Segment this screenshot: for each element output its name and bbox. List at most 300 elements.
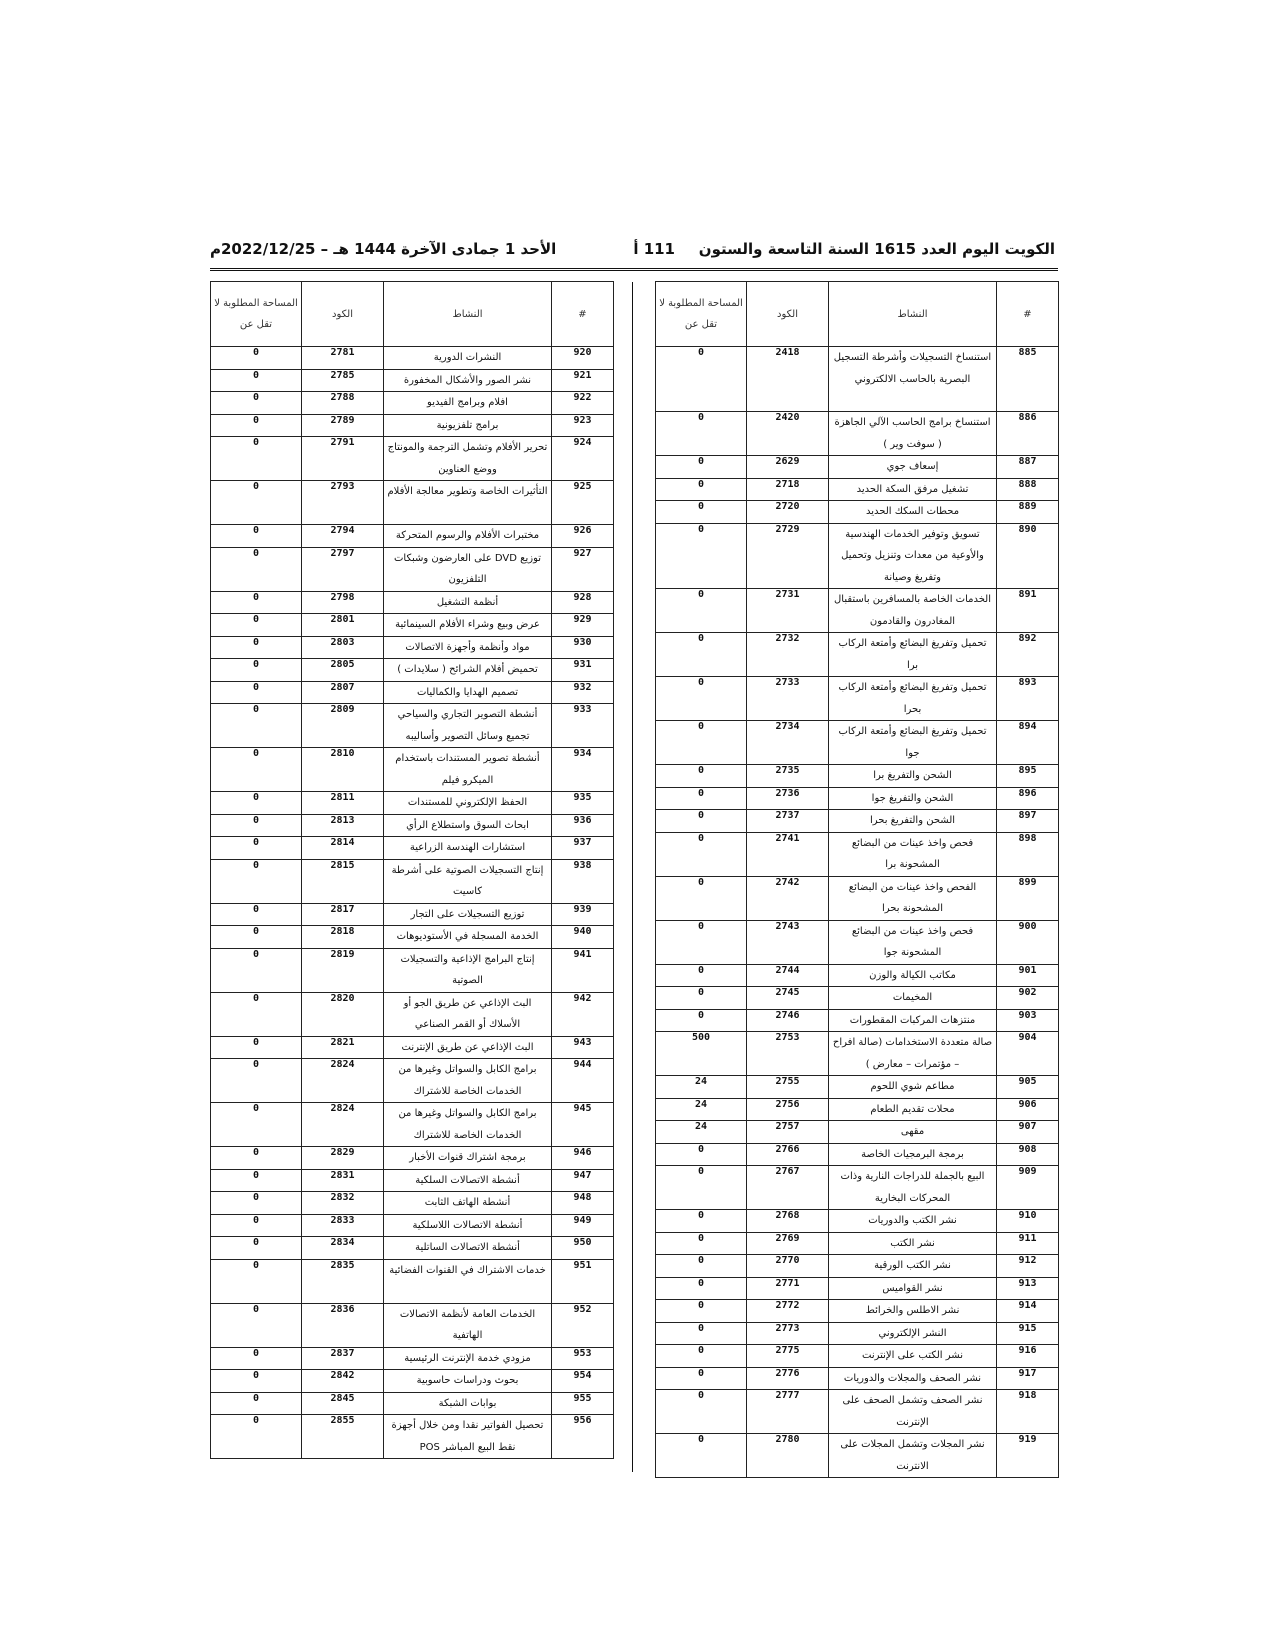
page-header <box>210 240 1055 266</box>
row-number: 948 <box>552 1192 614 1215</box>
code-cell: 2629 <box>747 456 829 479</box>
row-number: 918 <box>997 1390 1059 1434</box>
activity-cell: إنتاج البرامج الإذاعية والتسجيلات الصوتية <box>384 948 552 992</box>
table-row <box>656 1166 1059 1210</box>
code-cell: 2753 <box>747 1032 829 1076</box>
col-header-activity: النشاط <box>829 282 997 347</box>
area-cell: 24 <box>656 1121 747 1144</box>
table-row <box>211 992 614 1036</box>
table-row <box>656 1390 1059 1434</box>
activity-cell: صالة متعددة الاستخدامات (صالة افراح – مؤتمرات – معارض ) <box>829 1032 997 1076</box>
activity-cell: بحوث ودراسات حاسوبية <box>384 1370 552 1393</box>
area-cell: 0 <box>211 926 302 949</box>
area-cell: 0 <box>656 964 747 987</box>
table-row <box>656 501 1059 524</box>
area-cell: 0 <box>211 1415 302 1459</box>
row-number: 888 <box>997 478 1059 501</box>
activity-cell: الخدمات العامة لأنظمة الاتصالات الهاتفية <box>384 1303 552 1347</box>
area-cell: 0 <box>656 501 747 524</box>
code-cell: 2817 <box>302 903 384 926</box>
area-cell: 0 <box>211 1392 302 1415</box>
row-number: 938 <box>552 859 614 903</box>
col-header-area: المساحة المطلوبة لا تقل عن <box>656 282 747 347</box>
table-row <box>211 1370 614 1393</box>
table-row <box>211 547 614 591</box>
area-cell: 0 <box>211 614 302 637</box>
code-cell: 2801 <box>302 614 384 637</box>
code-cell: 2811 <box>302 792 384 815</box>
area-cell: 0 <box>211 591 302 614</box>
row-number: 936 <box>552 814 614 837</box>
area-cell: 0 <box>211 659 302 682</box>
header-rule <box>210 268 1058 271</box>
activity-cell: فحص واخذ عينات من البضائع المشحونة جوا <box>829 920 997 964</box>
code-cell: 2757 <box>747 1121 829 1144</box>
area-cell: 0 <box>211 748 302 792</box>
table-row <box>656 1098 1059 1121</box>
activity-cell: تحميل وتفريغ البضائع وأمتعة الركاب جوا <box>829 721 997 765</box>
table-row <box>656 1300 1059 1323</box>
activity-cell: نشر الكتب على الإنترنت <box>829 1345 997 1368</box>
code-cell: 2743 <box>747 920 829 964</box>
activity-cell: أنشطة الاتصالات السلكية <box>384 1169 552 1192</box>
table-row <box>656 1322 1059 1345</box>
row-number: 924 <box>552 437 614 481</box>
table-row <box>211 414 614 437</box>
code-cell: 2780 <box>747 1434 829 1478</box>
activity-cell: نشر الصحف والمجلات والدوريات <box>829 1367 997 1390</box>
area-cell: 0 <box>211 636 302 659</box>
row-number: 946 <box>552 1147 614 1170</box>
area-cell: 0 <box>656 721 747 765</box>
activity-cell: نشر الصور والأشكال المخفورة <box>384 369 552 392</box>
table-row <box>656 478 1059 501</box>
area-cell: 0 <box>656 456 747 479</box>
code-cell: 2809 <box>302 704 384 748</box>
area-cell: 0 <box>211 1059 302 1103</box>
table-row <box>211 903 614 926</box>
table-row <box>656 412 1059 456</box>
activities-table-left <box>210 281 614 1459</box>
code-cell: 2420 <box>747 412 829 456</box>
row-number: 911 <box>997 1232 1059 1255</box>
area-cell: 0 <box>656 1367 747 1390</box>
row-number: 937 <box>552 837 614 860</box>
code-cell: 2824 <box>302 1103 384 1147</box>
area-cell: 0 <box>656 1009 747 1032</box>
code-cell: 2829 <box>302 1147 384 1170</box>
row-number: 927 <box>552 547 614 591</box>
code-cell: 2769 <box>747 1232 829 1255</box>
table-row <box>656 589 1059 633</box>
area-cell: 24 <box>656 1076 747 1099</box>
code-cell: 2788 <box>302 392 384 415</box>
col-header-area: المساحة المطلوبة لا تقل عن <box>211 282 302 347</box>
activity-cell: تحميل وتفريغ البضائع وأمتعة الركاب برا <box>829 633 997 677</box>
activity-cell: الفحص واخذ عينات من البضائع المشحونة بحرا <box>829 876 997 920</box>
area-cell: 0 <box>211 1347 302 1370</box>
table-row <box>656 1210 1059 1233</box>
activity-cell: البث الإذاعي عن طريق الجو أو الأسلاك أو القمر الصناعي <box>384 992 552 1036</box>
activity-cell: نشر الصحف وتشمل الصحف على الإنترنت <box>829 1390 997 1434</box>
area-cell: 0 <box>211 992 302 1036</box>
activity-cell: توزيع DVD على العارضون وشبكات التلفزيون <box>384 547 552 591</box>
row-number: 900 <box>997 920 1059 964</box>
area-cell: 0 <box>211 859 302 903</box>
code-cell: 2775 <box>747 1345 829 1368</box>
activity-cell: استشارات الهندسة الزراعية <box>384 837 552 860</box>
table-row <box>211 1192 614 1215</box>
code-cell: 2820 <box>302 992 384 1036</box>
activity-cell: أنشطة الاتصالات اللاسلكية <box>384 1214 552 1237</box>
code-cell: 2814 <box>302 837 384 860</box>
table-row <box>656 721 1059 765</box>
table-row <box>656 1121 1059 1144</box>
row-number: 929 <box>552 614 614 637</box>
activity-cell: تحميض أفلام الشرائح ( سلايدات ) <box>384 659 552 682</box>
area-cell: 0 <box>656 832 747 876</box>
area-cell: 0 <box>656 987 747 1010</box>
row-number: 953 <box>552 1347 614 1370</box>
code-cell: 2785 <box>302 369 384 392</box>
table-row <box>656 1232 1059 1255</box>
code-cell: 2834 <box>302 1237 384 1260</box>
row-number: 949 <box>552 1214 614 1237</box>
row-number: 928 <box>552 591 614 614</box>
row-number: 923 <box>552 414 614 437</box>
area-cell: 0 <box>211 525 302 548</box>
table-row <box>211 347 614 370</box>
issue-date: الأحد 1 جمادى الآخرة 1444 هـ – 2022/12/25م <box>210 240 557 258</box>
table-row <box>211 525 614 548</box>
code-cell: 2803 <box>302 636 384 659</box>
table-row <box>656 633 1059 677</box>
table-row <box>656 1345 1059 1368</box>
table-row <box>211 636 614 659</box>
code-cell: 2770 <box>747 1255 829 1278</box>
table-row <box>211 926 614 949</box>
row-number: 922 <box>552 392 614 415</box>
activity-cell: الخدمة المسجلة في الأستوديوهات <box>384 926 552 949</box>
table-row <box>656 987 1059 1010</box>
row-number: 905 <box>997 1076 1059 1099</box>
activity-cell: توزيع التسجيلات على التجار <box>384 903 552 926</box>
area-cell: 0 <box>656 1345 747 1368</box>
row-number: 885 <box>997 347 1059 412</box>
code-cell: 2832 <box>302 1192 384 1215</box>
code-cell: 2855 <box>302 1415 384 1459</box>
row-number: 914 <box>997 1300 1059 1323</box>
code-cell: 2766 <box>747 1143 829 1166</box>
activity-cell: محطات السكك الحديد <box>829 501 997 524</box>
activity-cell: فحص واخذ عينات من البضائع المشحونة برا <box>829 832 997 876</box>
activity-cell: الشحن والتفريغ بحرا <box>829 810 997 833</box>
code-cell: 2805 <box>302 659 384 682</box>
row-number: 886 <box>997 412 1059 456</box>
code-cell: 2729 <box>747 523 829 589</box>
area-cell: 0 <box>656 787 747 810</box>
table-row <box>211 614 614 637</box>
area-cell: 0 <box>656 1277 747 1300</box>
row-number: 913 <box>997 1277 1059 1300</box>
code-cell: 2745 <box>747 987 829 1010</box>
code-cell: 2741 <box>747 832 829 876</box>
row-number: 891 <box>997 589 1059 633</box>
area-cell: 0 <box>656 920 747 964</box>
activity-cell: مطاعم شوي اللحوم <box>829 1076 997 1099</box>
code-cell: 2835 <box>302 1259 384 1303</box>
table-row <box>656 964 1059 987</box>
activity-cell: تحميل وتفريغ البضائع وأمتعة الركاب بحرا <box>829 677 997 721</box>
row-number: 895 <box>997 765 1059 788</box>
col-header-activity: النشاط <box>384 282 552 347</box>
row-number: 930 <box>552 636 614 659</box>
code-cell: 2746 <box>747 1009 829 1032</box>
area-cell: 0 <box>211 414 302 437</box>
activity-cell: خدمات الاشتراك في القنوات الفضائية <box>384 1259 552 1303</box>
row-number: 898 <box>997 832 1059 876</box>
activity-cell: المخيمات <box>829 987 997 1010</box>
activity-cell: تسويق وتوفير الخدمات الهندسية والأوعية من معدات وتنزيل وتحميل وتفريغ وصيانة <box>829 523 997 589</box>
code-cell: 2768 <box>747 1210 829 1233</box>
activity-cell: الشحن والتفريغ جوا <box>829 787 997 810</box>
area-cell: 0 <box>656 765 747 788</box>
code-cell: 2731 <box>747 589 829 633</box>
activity-cell: بوابات الشبكة <box>384 1392 552 1415</box>
row-number: 952 <box>552 1303 614 1347</box>
area-cell: 0 <box>656 1232 747 1255</box>
table-row <box>656 787 1059 810</box>
table-row <box>211 1259 614 1303</box>
code-cell: 2791 <box>302 437 384 481</box>
activity-cell: برمجة اشتراك قنوات الأخبار <box>384 1147 552 1170</box>
activity-cell: نشر القواميس <box>829 1277 997 1300</box>
row-number: 951 <box>552 1259 614 1303</box>
code-cell: 2772 <box>747 1300 829 1323</box>
row-number: 909 <box>997 1166 1059 1210</box>
code-cell: 2418 <box>747 347 829 412</box>
page-number: 111 أ <box>633 240 675 258</box>
table-row <box>211 1347 614 1370</box>
row-number: 916 <box>997 1345 1059 1368</box>
activity-cell: أنشطة تصوير المستندات باستخدام الميكرو فيلم <box>384 748 552 792</box>
code-cell: 2737 <box>747 810 829 833</box>
table-row <box>211 1147 614 1170</box>
code-cell: 2736 <box>747 787 829 810</box>
table-row <box>656 456 1059 479</box>
code-cell: 2831 <box>302 1169 384 1192</box>
code-cell: 2755 <box>747 1076 829 1099</box>
code-cell: 2789 <box>302 414 384 437</box>
area-cell: 0 <box>211 792 302 815</box>
code-cell: 2807 <box>302 681 384 704</box>
activity-cell: إسعاف جوي <box>829 456 997 479</box>
column-separator <box>632 282 633 1472</box>
row-number: 903 <box>997 1009 1059 1032</box>
table-row <box>656 523 1059 589</box>
row-number: 942 <box>552 992 614 1036</box>
area-cell: 0 <box>211 704 302 748</box>
table-row <box>211 814 614 837</box>
code-cell: 2842 <box>302 1370 384 1393</box>
gazette-title: الكويت اليوم العدد 1615 السنة التاسعة والستون <box>698 240 1055 258</box>
table-row <box>656 1367 1059 1390</box>
row-number: 896 <box>997 787 1059 810</box>
row-number: 894 <box>997 721 1059 765</box>
table-row <box>211 659 614 682</box>
area-cell: 0 <box>656 876 747 920</box>
activity-cell: مزودي خدمة الإنترنت الرئيسية <box>384 1347 552 1370</box>
activity-cell: البيع بالجملة للدراجات النارية وذات المحركات البخارية <box>829 1166 997 1210</box>
activity-cell: نشر الكتب والدوريات <box>829 1210 997 1233</box>
table-row <box>211 1392 614 1415</box>
area-cell: 0 <box>211 369 302 392</box>
row-number: 920 <box>552 347 614 370</box>
area-cell: 0 <box>656 412 747 456</box>
table-row <box>211 1237 614 1260</box>
table-row <box>656 920 1059 964</box>
activity-cell: برامج الكابل والسواتل وغيرها من الخدمات الخاصة للاشتراك <box>384 1103 552 1147</box>
activity-cell: النشرات الدورية <box>384 347 552 370</box>
row-number: 954 <box>552 1370 614 1393</box>
row-number: 906 <box>997 1098 1059 1121</box>
area-cell: 0 <box>656 1166 747 1210</box>
code-cell: 2781 <box>302 347 384 370</box>
row-number: 893 <box>997 677 1059 721</box>
activity-cell: تحرير الأفلام وتشمل الترجمة والمونتاج ووضع العناوين <box>384 437 552 481</box>
table-row <box>656 765 1059 788</box>
activity-cell: نشر الاطلس والخرائط <box>829 1300 997 1323</box>
col-header-code: الكود <box>747 282 829 347</box>
area-cell: 0 <box>656 1390 747 1434</box>
row-number: 945 <box>552 1103 614 1147</box>
code-cell: 2744 <box>747 964 829 987</box>
code-cell: 2845 <box>302 1392 384 1415</box>
area-cell: 0 <box>211 681 302 704</box>
code-cell: 2810 <box>302 748 384 792</box>
code-cell: 2837 <box>302 1347 384 1370</box>
table-row <box>656 810 1059 833</box>
code-cell: 2813 <box>302 814 384 837</box>
area-cell: 0 <box>656 1300 747 1323</box>
activity-cell: نشر الكتب <box>829 1232 997 1255</box>
row-number: 890 <box>997 523 1059 589</box>
row-number: 939 <box>552 903 614 926</box>
area-cell: 0 <box>211 1169 302 1192</box>
table-row <box>656 1255 1059 1278</box>
area-cell: 500 <box>656 1032 747 1076</box>
area-cell: 0 <box>656 633 747 677</box>
table-row <box>656 1032 1059 1076</box>
activity-cell: تصميم الهدايا والكماليات <box>384 681 552 704</box>
activity-cell: نشر المجلات وتشمل المجلات على الانترنت <box>829 1434 997 1478</box>
table-row <box>656 677 1059 721</box>
code-cell: 2776 <box>747 1367 829 1390</box>
activity-cell: برامج تلفزيونية <box>384 414 552 437</box>
col-header-num: # <box>997 282 1059 347</box>
area-cell: 0 <box>656 1434 747 1478</box>
row-number: 933 <box>552 704 614 748</box>
code-cell: 2836 <box>302 1303 384 1347</box>
table-row <box>211 1214 614 1237</box>
table-row <box>211 369 614 392</box>
code-cell: 2793 <box>302 481 384 525</box>
code-cell: 2756 <box>747 1098 829 1121</box>
table-row <box>656 1143 1059 1166</box>
row-number: 915 <box>997 1322 1059 1345</box>
activity-cell: إنتاج التسجيلات الصوتية على أشرطة كاسيت <box>384 859 552 903</box>
activity-cell: ابحاث السوق واستطلاع الرأي <box>384 814 552 837</box>
row-number: 940 <box>552 926 614 949</box>
table-row <box>656 1434 1059 1478</box>
activity-cell: مكاتب الكيالة والوزن <box>829 964 997 987</box>
row-number: 941 <box>552 948 614 992</box>
area-cell: 0 <box>211 347 302 370</box>
area-cell: 0 <box>211 903 302 926</box>
code-cell: 2797 <box>302 547 384 591</box>
table-row <box>211 1415 614 1459</box>
activity-cell: نشر الكتب الورقية <box>829 1255 997 1278</box>
area-cell: 24 <box>656 1098 747 1121</box>
row-number: 947 <box>552 1169 614 1192</box>
code-cell: 2833 <box>302 1214 384 1237</box>
activity-cell: التأثيرات الخاصة وتطوير معالجة الأفلام <box>384 481 552 525</box>
area-cell: 0 <box>211 1259 302 1303</box>
activity-cell: أنشطة الهاتف الثابت <box>384 1192 552 1215</box>
row-number: 925 <box>552 481 614 525</box>
table-row <box>211 681 614 704</box>
row-number: 887 <box>997 456 1059 479</box>
table-row <box>211 948 614 992</box>
area-cell: 0 <box>211 1192 302 1215</box>
code-cell: 2742 <box>747 876 829 920</box>
code-cell: 2734 <box>747 721 829 765</box>
activity-cell: الحفظ الإلكتروني للمستندات <box>384 792 552 815</box>
activity-cell: مواد وأنظمة وأجهزة الاتصالات <box>384 636 552 659</box>
area-cell: 0 <box>211 392 302 415</box>
table-row <box>211 1169 614 1192</box>
area-cell: 0 <box>211 1214 302 1237</box>
table-row <box>211 704 614 748</box>
code-cell: 2771 <box>747 1277 829 1300</box>
area-cell: 0 <box>211 1370 302 1393</box>
area-cell: 0 <box>211 837 302 860</box>
area-cell: 0 <box>656 1210 747 1233</box>
activity-cell: أنظمة التشغيل <box>384 591 552 614</box>
activity-cell: أنشطة التصوير التجاري والسياحي تجميع وسائل التصوير وأساليبه <box>384 704 552 748</box>
area-cell: 0 <box>656 347 747 412</box>
code-cell: 2720 <box>747 501 829 524</box>
activity-cell: الخدمات الخاصة بالمسافرين باستقبال المغادرون والقادمون <box>829 589 997 633</box>
area-cell: 0 <box>211 1303 302 1347</box>
code-cell: 2735 <box>747 765 829 788</box>
activities-table-right <box>655 281 1059 1478</box>
row-number: 904 <box>997 1032 1059 1076</box>
activity-cell: مقهى <box>829 1121 997 1144</box>
activity-cell: أنشطة الاتصالات الساتلية <box>384 1237 552 1260</box>
row-number: 935 <box>552 792 614 815</box>
activity-cell: منتزهات المركبات المقطورات <box>829 1009 997 1032</box>
activity-cell: محلات تقديم الطعام <box>829 1098 997 1121</box>
table-row <box>211 1103 614 1147</box>
area-cell: 0 <box>656 523 747 589</box>
row-number: 926 <box>552 525 614 548</box>
area-cell: 0 <box>211 1237 302 1260</box>
row-number: 950 <box>552 1237 614 1260</box>
area-cell: 0 <box>211 1036 302 1059</box>
row-number: 908 <box>997 1143 1059 1166</box>
table-row <box>656 1009 1059 1032</box>
